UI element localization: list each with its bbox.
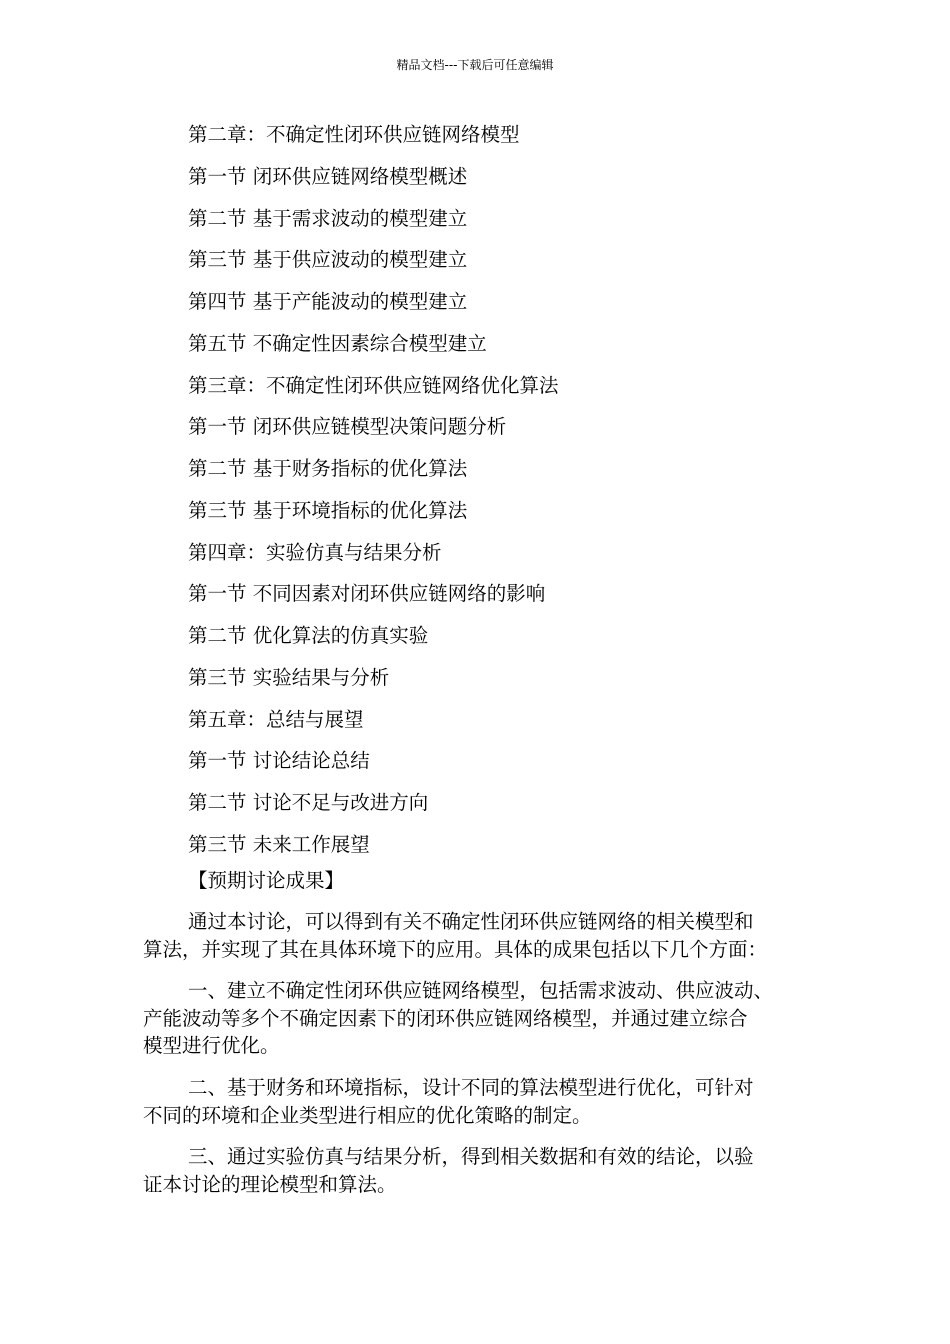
toc-item: 第二节 讨论不足与改进方向 <box>188 791 429 814</box>
paragraph-line: 产能波动等多个不确定因素下的闭环供应链网络模型，并通过建立综合 <box>143 1006 748 1030</box>
paragraph-line: 一、建立不确定性闭环供应链网络模型，包括需求波动、供应波动、 <box>188 979 774 1002</box>
toc-item: 第三节 未来工作展望 <box>188 832 370 856</box>
toc-item: 第三节 实验结果与分析 <box>188 665 390 689</box>
paragraph-line: 通过本讨论，可以得到有关不确定性闭环供应链网络的相关模型和 <box>188 910 754 933</box>
toc-item: 第三节 基于环境指标的优化算法 <box>188 498 468 522</box>
paragraph-line: 算法，并实现了其在具体环境下的应用。具体的成果包括以下几个方面： <box>143 937 768 961</box>
toc-item: 第一节 闭环供应链模型决策问题分析 <box>188 415 507 439</box>
toc-chapter-4: 第四章：实验仿真与结果分析 <box>188 540 442 564</box>
toc-item: 第一节 不同因素对闭环供应链网络的影响 <box>188 582 546 606</box>
paragraph-result-3 <box>143 1143 823 1198</box>
paragraph-line: 证本讨论的理论模型和算法。 <box>143 1172 397 1196</box>
toc-chapter-3: 第三章：不确定性闭环供应链网络优化算法 <box>188 373 559 397</box>
toc-item: 第二节 基于需求波动的模型建立 <box>188 206 468 230</box>
toc-item: 第一节 闭环供应链网络模型概述 <box>188 164 468 188</box>
paragraph-line: 模型进行优化。 <box>143 1034 280 1057</box>
paragraph-result-2 <box>143 1074 823 1129</box>
section-heading-expected-results: 【预期讨论成果】 <box>188 869 345 892</box>
paragraph-line: 不同的环境和企业类型进行相应的优化策略的制定。 <box>143 1103 592 1127</box>
toc-item: 第二节 优化算法的仿真实验 <box>188 624 429 647</box>
toc-chapter-2: 第二章：不确定性闭环供应链网络模型 <box>188 123 520 146</box>
table-of-contents <box>188 114 828 866</box>
toc-item: 第四节 基于产能波动的模型建立 <box>188 290 468 313</box>
toc-item: 第二节 基于财务指标的优化算法 <box>188 457 468 480</box>
toc-item: 第三节 基于供应波动的模型建立 <box>188 248 468 272</box>
toc-item: 第一节 讨论结论总结 <box>188 749 370 773</box>
toc-item: 第五节 不确定性因素综合模型建立 <box>188 331 487 355</box>
paragraph-line: 二、基于财务和环境指标，设计不同的算法模型进行优化，可针对 <box>188 1076 754 1099</box>
page-header: 精品文档---下载后可任意编辑 <box>396 58 554 72</box>
paragraph-intro <box>143 908 823 963</box>
paragraph-result-1 <box>143 977 823 1060</box>
paragraph-line: 三、通过实验仿真与结果分析，得到相关数据和有效的结论，以验 <box>188 1145 754 1168</box>
toc-chapter-5: 第五章：总结与展望 <box>188 707 364 731</box>
